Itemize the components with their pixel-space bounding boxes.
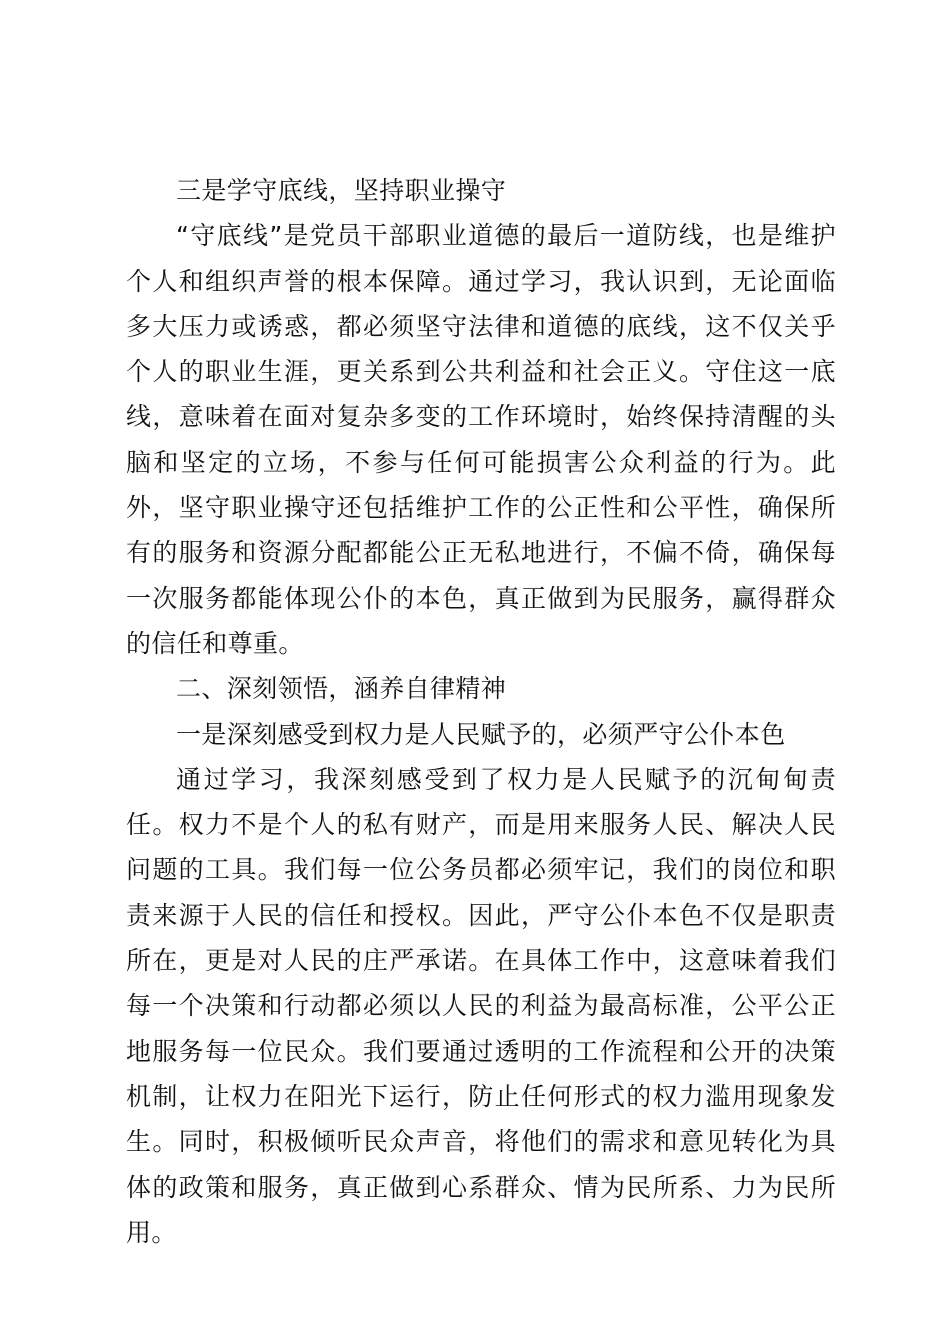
paragraph-bottom-line: “守底线”是党员干部职业道德的最后一道防线，也是维护个人和组织声誉的根本保障。通过学习，我认识到，无论面临多大压力或诱惑，都必须坚守法律和道德的底线，这不仅关乎个人的职业生涯，更关系到公共利益和社会正义。守住这一底线，意味着在面对复杂多变的工作环境时，始终保持清醒的头脑和坚定的立场，不参与任何可能损害公众利益的行为。此外，坚守职业操守还包括维护工作的公正性和公平性，确保所有的服务和资源分配都能公正无私地进行，不偏不倚，确保每一次服务都能体现公仆的本色，真正做到为民服务，赢得群众的信任和尊重。	[126, 221, 836, 658]
paragraph-power: 通过学习，我深刻感受到了权力是人民赋予的沉甸甸责任。权力不是个人的私有财产，而是用来服务人民、解决人民问题的工具。我们每一位公务员都必须牢记，我们的岗位和职责来源于人民的信任和授权。因此，严守公仆本色不仅是职责所在，更是对人民的庄严承诺。在具体工作中，这意味着我们每一个决策和行动都必须以人民的利益为最高标准，公平公正地服务每一位民众。我们要通过透明的工作流程和公开的决策机制，让权力在阳光下运行，防止任何形式的权力滥用现象发生。同时，积极倾听民众声音，将他们的需求和意见转化为具体的政策和服务，真正做到心系群众、情为民所系、力为民所用。	[126, 764, 836, 1247]
subheading-three: 三是学守底线，坚持职业操守	[176, 176, 507, 205]
subheading-one: 一是深刻感受到权力是人民赋予的，必须严守公仆本色	[176, 719, 786, 749]
section-heading-two: 二、深刻领悟，涵养自律精神	[176, 674, 507, 704]
document-body	[126, 168, 836, 1255]
